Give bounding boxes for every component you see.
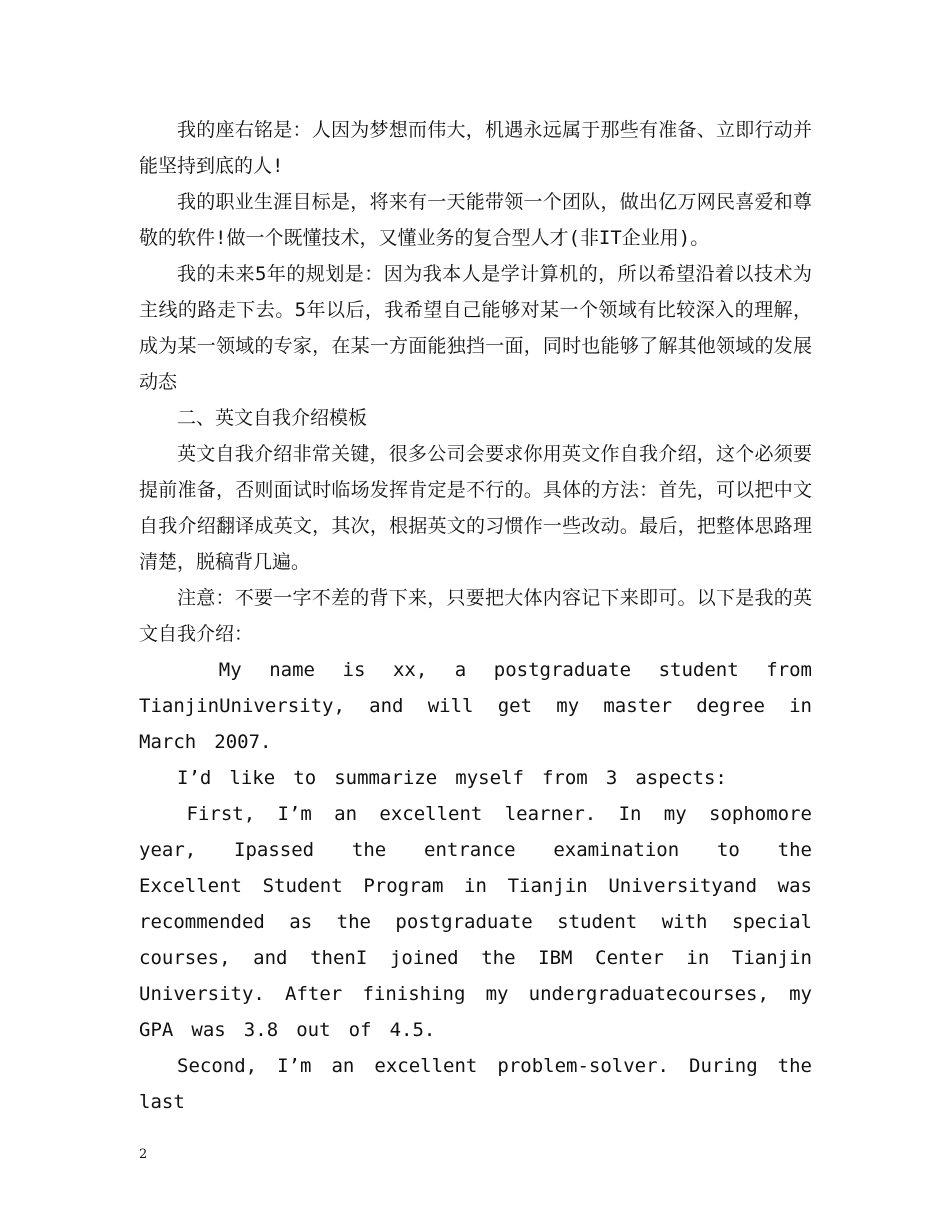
paragraph-motto: 我的座右铭是：人因为梦想而伟大，机遇永远属于那些有准备、立即行动并能坚持到底的人! <box>139 119 812 177</box>
section-heading-english-intro: 二、英文自我介绍模板 <box>177 407 368 429</box>
paragraph-english-name: My name is xx, a postgraduate student from TianjinUniversity, and will get my master degree in March 2007. <box>139 659 812 753</box>
paragraph-english-summary: I’d like to summarize myself from 3 aspects: <box>177 767 727 789</box>
document-body <box>139 112 812 1120</box>
paragraph-career-goal: 我的职业生涯目标是，将来有一天能带领一个团队，做出亿万网民喜爱和尊敬的软件!做一个既懂技术，又懂业务的复合型人才(非IT企业用)。 <box>139 191 812 249</box>
page-number: 2 <box>139 1147 148 1162</box>
paragraph-english-intro-importance: 英文自我介绍非常关键，很多公司会要求你用英文作自我介绍，这个必须要提前准备，否则面试时临场发挥肯定是不行的。具体的方法：首先，可以把中文自我介绍翻译成英文，其次，根据英文的习惯作一些改动。最后，把整体思路理清楚，脱稿背几遍。 <box>139 443 812 573</box>
paragraph-five-year-plan: 我的未来5年的规划是：因为我本人是学计算机的，所以希望沿着以技术为主线的路走下去。5年以后，我希望自己能够对某一个领域有比较深入的理解，成为某一领域的专家，在某一方面能独挡一面，同时也能够了解其他领域的发展动态 <box>139 263 812 393</box>
paragraph-note: 注意：不要一字不差的背下来，只要把大体内容记下来即可。以下是我的英文自我介绍： <box>139 587 812 645</box>
paragraph-english-first: First, I’m an excellent learner. In my sophomore year, Ipassed the entrance examination to the Excellent Student Program in Tianjin Universityand was recommended as the postgraduate student with special courses, and thenI joined the IBM Center in Tianjin University. After finishing my undergraduatecourses, my GPA was 3.8 out of 4.5. <box>139 803 812 1041</box>
paragraph-english-second: Second, I’m an excellent problem-solver. During the last <box>139 1055 812 1113</box>
